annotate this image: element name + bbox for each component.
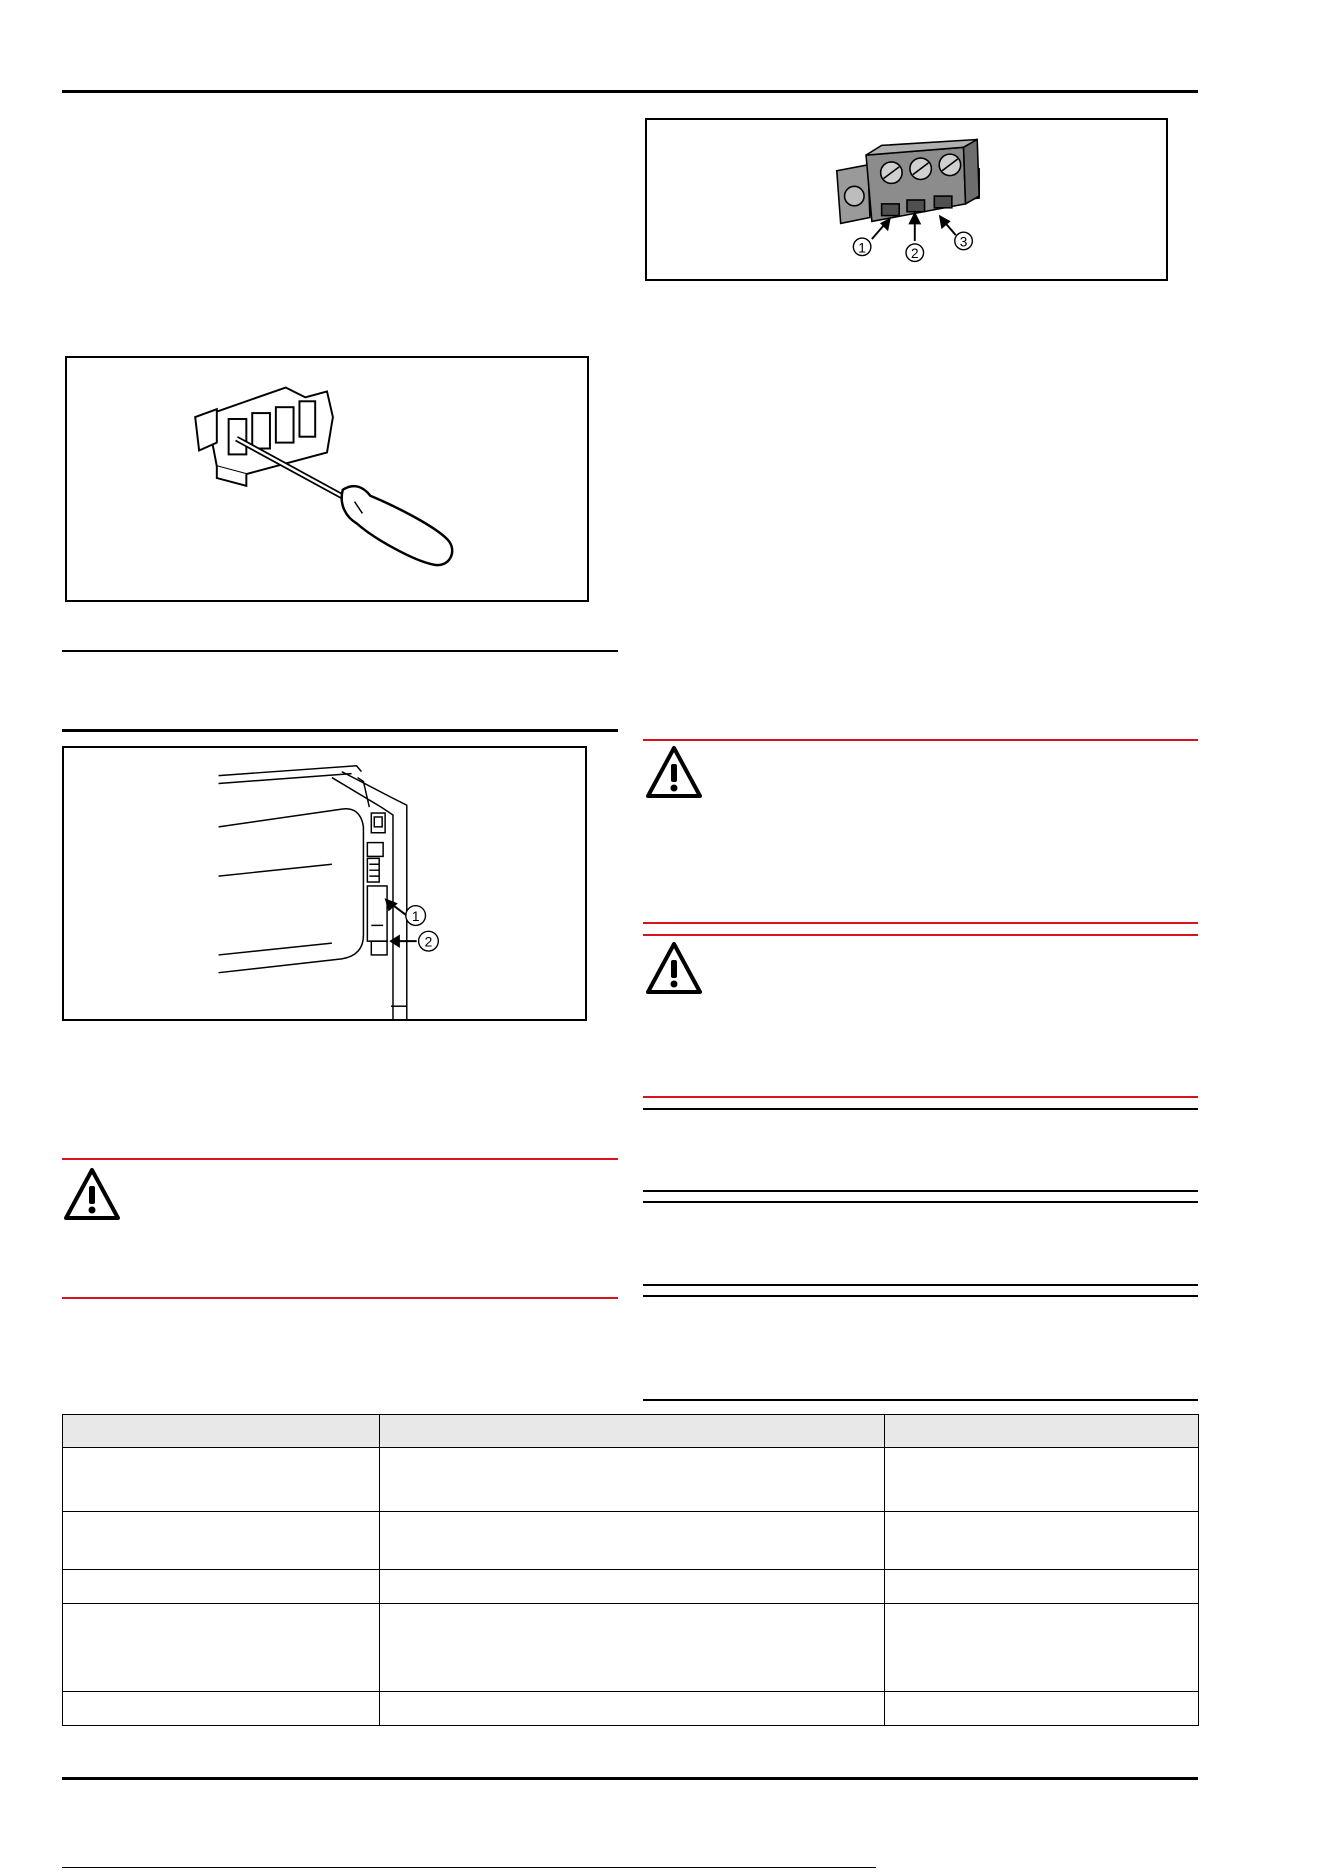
table-cell xyxy=(885,1692,1199,1726)
table-cell xyxy=(380,1570,885,1604)
table-row xyxy=(63,1692,1199,1726)
table-cell xyxy=(885,1570,1199,1604)
figure-screwdriver xyxy=(65,356,589,602)
table-cell xyxy=(380,1604,885,1692)
table-cell xyxy=(380,1448,885,1512)
section-rule xyxy=(62,650,618,652)
table-row xyxy=(63,1448,1199,1512)
connector-callout-1: 1 xyxy=(858,240,866,256)
footer-rule xyxy=(62,1777,1198,1780)
footnote-rule xyxy=(62,1867,876,1868)
section-heading-rule xyxy=(62,729,618,732)
screwdriver-terminal-illustration xyxy=(67,358,587,600)
connector-callout-2: 2 xyxy=(910,246,919,262)
table-cell xyxy=(63,1512,380,1570)
table-cell xyxy=(885,1448,1199,1512)
table-header-cell xyxy=(63,1415,380,1448)
table-row xyxy=(63,1570,1199,1604)
table-cell xyxy=(885,1512,1199,1570)
table-row xyxy=(63,1512,1199,1570)
table-cell xyxy=(63,1448,380,1512)
warning-rule-bottom xyxy=(643,922,1198,924)
note-rule-top xyxy=(643,1201,1198,1203)
warning-triangle-icon xyxy=(644,940,704,996)
table-header-cell xyxy=(885,1415,1199,1448)
table-row xyxy=(63,1604,1199,1692)
warning-rule-bottom xyxy=(643,1096,1198,1098)
warning-triangle-icon xyxy=(62,1166,122,1222)
warning-rule-bottom xyxy=(62,1297,618,1299)
table-cell xyxy=(380,1512,885,1570)
warning-rule-top xyxy=(643,934,1198,936)
note-rule-top xyxy=(643,1295,1198,1297)
table-cell xyxy=(63,1570,380,1604)
note-rule-bottom xyxy=(643,1399,1198,1401)
table-header-cell xyxy=(380,1415,885,1448)
table-cell xyxy=(63,1604,380,1692)
note-rule-top xyxy=(643,1108,1198,1110)
table-cell xyxy=(885,1604,1199,1692)
warning-rule-top xyxy=(643,739,1198,741)
table-cell xyxy=(380,1692,885,1726)
warning-rule-top xyxy=(62,1158,618,1160)
note-rule-bottom xyxy=(643,1190,1198,1192)
door-callout-2: 2 xyxy=(424,934,433,950)
header-rule xyxy=(62,90,1198,93)
figure-door-module xyxy=(62,746,587,1021)
spec-table xyxy=(62,1414,1199,1726)
figure-plug-connector xyxy=(645,118,1168,281)
table-header-row xyxy=(63,1415,1199,1448)
warning-triangle-icon xyxy=(644,744,704,800)
note-rule-bottom xyxy=(643,1284,1198,1286)
door-callout-1: 1 xyxy=(411,909,420,925)
table-cell xyxy=(63,1692,380,1726)
connector-callout-3: 3 xyxy=(959,234,968,250)
